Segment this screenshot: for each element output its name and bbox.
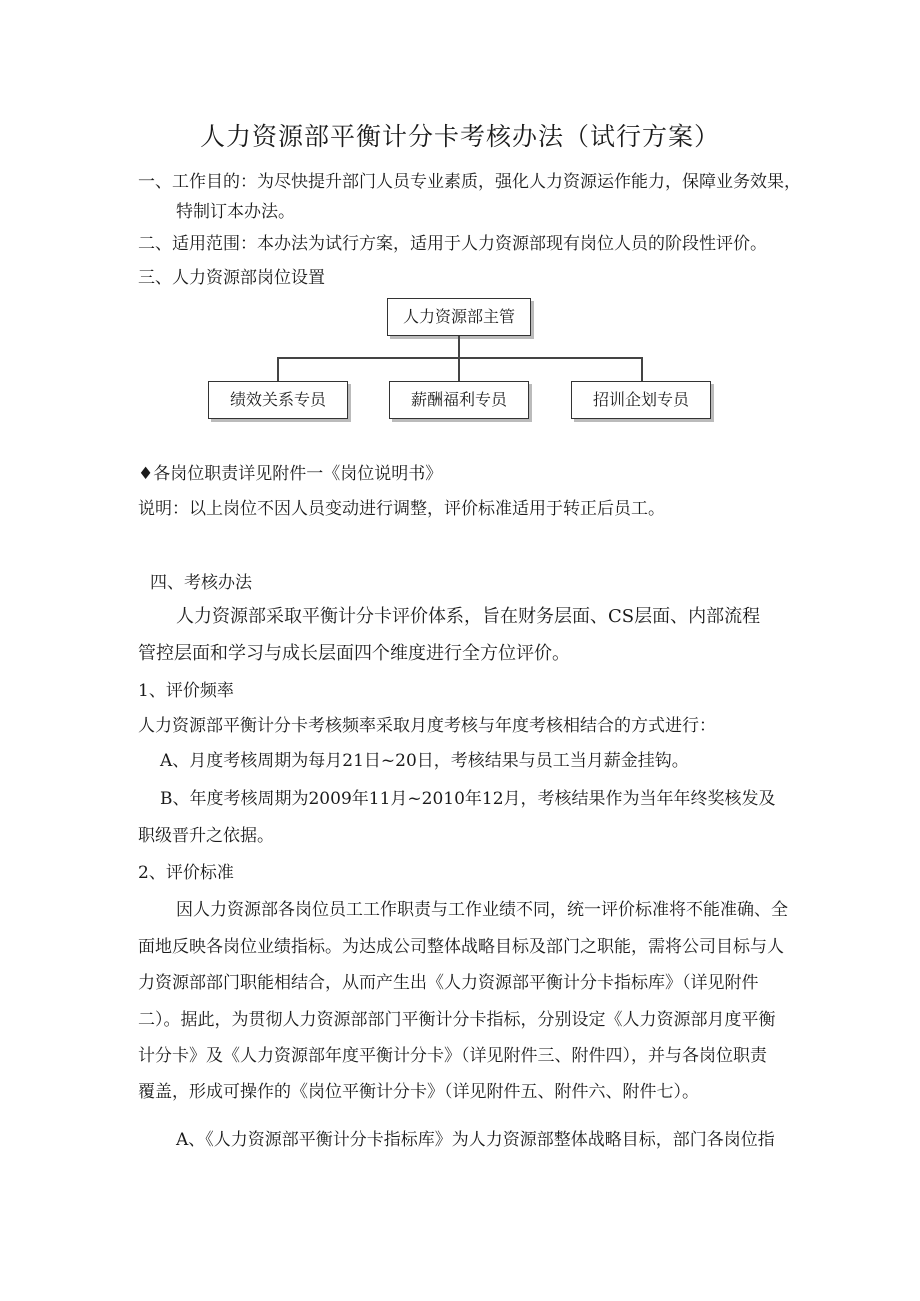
- item-b-line2: 职级晋升之依据。: [138, 826, 274, 846]
- item-a: A、月度考核周期为每月21日~20日，考核结果与员工当月薪金挂钩。: [160, 751, 689, 771]
- document-title: 人力资源部平衡计分卡考核办法（试行方案）: [199, 122, 720, 151]
- note-explain: 说明：以上岗位不因人员变动进行调整，评价标准适用于转正后员工。: [138, 499, 665, 519]
- last-line: A、《人力资源部平衡计分卡指标库》为人力资源部整体战略目标，部门各岗位指: [176, 1130, 775, 1150]
- org-child-box: 薪酬福利专员: [389, 381, 529, 419]
- sub2-line: 覆盖，形成可操作的《岗位平衡计分卡》（详见附件五、附件六、附件七）。: [138, 1082, 699, 1102]
- org-connector-center: [458, 358, 460, 381]
- sub2-line: 面地反映各岗位业绩指标。为达成公司整体战略目标及部门之职能，需将公司目标与人: [138, 937, 784, 957]
- org-child-box: 招训企划专员: [571, 381, 711, 419]
- org-head-box: 人力资源部主管: [387, 298, 531, 336]
- note-attachment: ♦各岗位职责详见附件一《岗位说明书》: [138, 464, 443, 484]
- sub2-heading: 2、评价标准: [138, 863, 234, 883]
- sub1-heading: 1、评价频率: [138, 681, 234, 701]
- section1-line2: 特制订本办法。: [176, 202, 295, 222]
- section1-line1: 一、工作目的：为尽快提升部门人员专业素质，强化人力资源运作能力，保障业务效果，: [138, 172, 801, 192]
- section3-heading: 三、人力资源部岗位设置: [138, 268, 325, 288]
- section2-text: 二、适用范围：本办法为试行方案，适用于人力资源部现有岗位人员的阶段性评价。: [138, 234, 767, 254]
- section4-intro-line1: 人力资源部采取平衡计分卡评价体系，旨在财务层面、CS层面、内部流程: [176, 606, 761, 627]
- sub2-line: 计分卡》及《人力资源部年度平衡计分卡》（详见附件三、附件四），并与各岗位职责: [138, 1046, 767, 1066]
- sub2-line: 力资源部部门职能相结合，从而产生出《人力资源部平衡计分卡指标库》（详见附件: [138, 973, 759, 993]
- org-connector-horizontal: [277, 357, 643, 359]
- sub2-line: 因人力资源部各岗位员工工作职责与工作业绩不同，统一评价标准将不能准确、全: [176, 900, 788, 920]
- section4-heading: 四、考核办法: [150, 573, 252, 593]
- org-child-box: 绩效关系专员: [208, 381, 348, 419]
- section4-intro-line2: 管控层面和学习与成长层面四个维度进行全方位评价。: [138, 643, 570, 664]
- sub1-text: 人力资源部平衡计分卡考核频率采取月度考核与年度考核相结合的方式进行：: [138, 716, 716, 736]
- sub2-line: 二）。据此，为贯彻人力资源部部门平衡计分卡指标，分别设定《人力资源部月度平衡: [138, 1010, 776, 1030]
- org-connector-left: [277, 358, 279, 381]
- org-connector-vertical: [458, 336, 460, 358]
- item-b-line1: B、年度考核周期为2009年11月~2010年12月，考核结果作为当年年终奖核发及: [160, 789, 776, 809]
- org-connector-right: [641, 358, 643, 381]
